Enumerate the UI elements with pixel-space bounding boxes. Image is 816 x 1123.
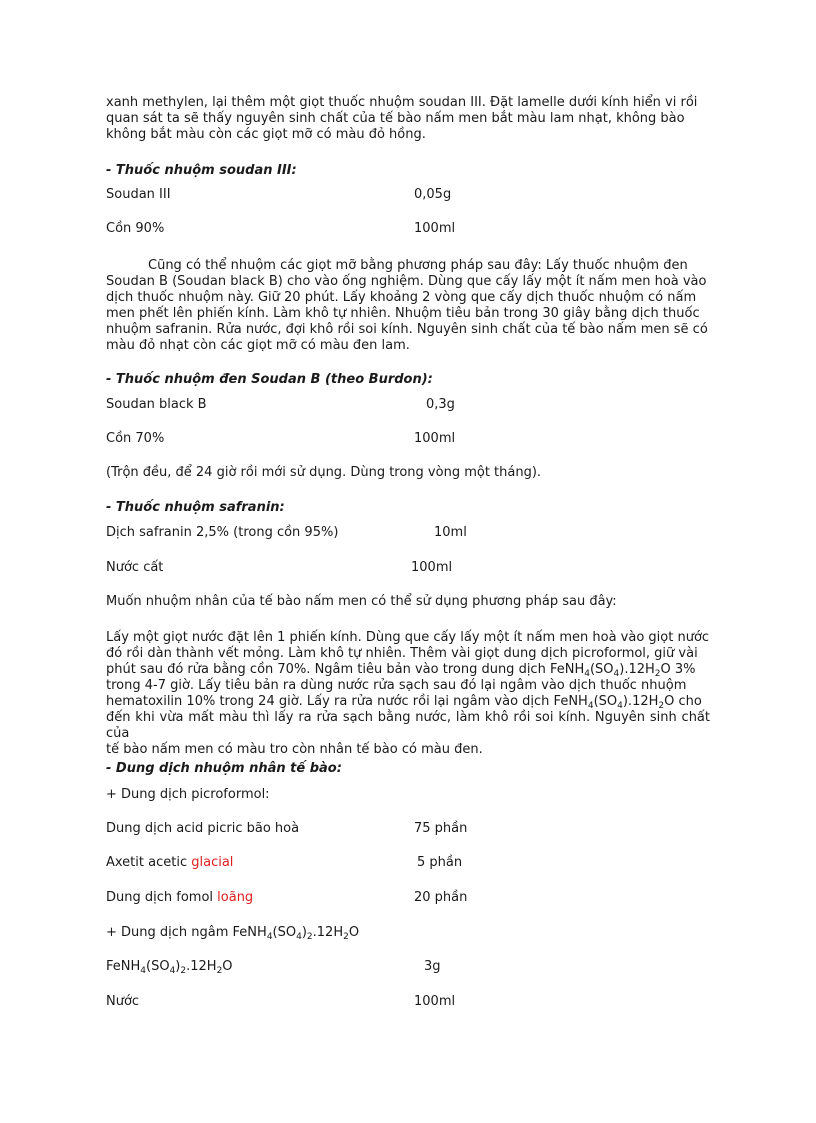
heading-nucleus-solution: - Dung dịch nhuộm nhân tế bào:: [106, 761, 342, 776]
ingredient-amount: 75 phần: [414, 821, 468, 836]
ingredient-amount: 100ml: [414, 431, 456, 446]
soudan-b-note: (Trộn đều, để 24 giờ rồi mới sử dụng. Dùng trong vòng một tháng).: [106, 465, 542, 480]
ingredient-amount: 10ml: [434, 525, 467, 540]
paragraph-line: nhuộm safranin. Rửa nước, đợi khô rồi soi kính. Nguyên sinh chất của tế bào nấm men sẽ có: [106, 322, 708, 337]
ingredient-name: Axetit acetic glacial: [106, 855, 234, 870]
paragraph-line: phút sau đó rửa bằng cồn 70%. Ngâm tiêu bản vào trong dung dịch $FeNH_4(SO_4).12H_2O$ 3%: [106, 662, 696, 679]
ingredient-name: Dịch safranin 2,5% (trong cồn 95%): [106, 525, 339, 540]
paragraph-line: Lấy một giọt nước đặt lên 1 phiến kính. Dùng que cấy lấy một ít nấm men hoà vào giọt nước: [106, 630, 710, 645]
paragraph-line: đó rồi dàn thành vết mỏng. Làm khô tự nhiên. Thêm vài giọt dung dịch picroformol, giữ vài: [106, 646, 698, 661]
nucleus-intro: Muốn nhuộm nhân của tế bào nấm men có thể sử dụng phương pháp sau đây:: [106, 594, 617, 609]
paragraph-line: men phết lên phiến kính. Làm khô tự nhiên. Nhuộm tiêu bản trong 30 giây bằng dịch thuốc: [106, 306, 700, 321]
ingredient-name: Soudan III: [106, 187, 171, 202]
intro-paragraph: [106, 95, 710, 143]
ingredient-name: $FeNH_4(SO_4)_2.12H_2O$: [106, 959, 233, 976]
ingredient-amount: 20 phần: [414, 890, 468, 905]
ingredient-amount: 100ml: [414, 221, 456, 236]
highlighted-word: loãng: [217, 890, 254, 905]
heading-soudan-iii: - Thuốc nhuộm soudan III:: [106, 163, 297, 178]
ingredient-amount: 100ml: [414, 994, 456, 1009]
ingredient-amount: 0,3g: [426, 397, 455, 412]
intro-line: xanh methylen, lại thêm một giọt thuốc nhuộm soudan III. Đặt lamelle dưới kính hiển vi rồi: [106, 95, 698, 110]
paragraph-line: Soudan B (Soudan black B) cho vào ống nghiệm. Dùng que cấy lấy một ít nấm men hoà vào: [106, 274, 707, 289]
ingredient-name: Dung dịch fomol loãng: [106, 890, 254, 905]
heading-soudan-b: - Thuốc nhuộm đen Soudan B (theo Burdon):: [106, 372, 433, 387]
intro-line: quan sát ta sẽ thấy nguyên sinh chất của tế bào nấm men bắt màu lam nhạt, không bào: [106, 111, 685, 126]
ingredient-amount: 0,05g: [414, 187, 452, 202]
paragraph-line: hematoxilin 10% trong 24 giờ. Lấy ra rửa nước rồi lại ngâm vào dịch $FeNH_4(SO_4).12H_2O$ cho: [106, 694, 702, 711]
intro-line: không bắt màu còn các giọt mỡ có màu đỏ hồng.: [106, 127, 426, 142]
ingredient-name: Nước: [106, 994, 140, 1009]
ingredient-name: Cồn 70%: [106, 431, 165, 446]
paragraph-line: trong 4-7 giờ. Lấy tiêu bản ra dùng nước rửa sạch sau đó lại ngâm vào dịch thuốc nhuộm: [106, 678, 687, 693]
ingredient-name: Nước cất: [106, 560, 164, 575]
paragraph-line: màu đỏ nhạt còn các giọt mỡ có màu đen lam.: [106, 338, 410, 353]
paragraph-line: Cũng có thể nhuộm các giọt mỡ bằng phương pháp sau đây: Lấy thuốc nhuộm đen: [148, 258, 688, 273]
nucleus-paragraph: [106, 630, 710, 758]
black-b-paragraph: [106, 258, 710, 354]
ingredient-name: Cồn 90%: [106, 221, 165, 236]
soak-solution-title: + Dung dịch ngâm $FeNH_4(SO_4)_2.12H_2O$: [106, 925, 360, 942]
paragraph-line: đến khi vừa mất màu thì lấy ra rửa sạch bằng nước, làm khô rồi soi kính. Nguyên sinh chất của: [106, 710, 710, 741]
ingredient-amount: 5 phần: [417, 855, 463, 870]
paragraph-line: dịch thuốc nhuộm này. Giữ 20 phút. Lấy khoảng 2 vòng que cấy dịch thuốc nhuộm có nấm: [106, 290, 697, 305]
paragraph-line: tế bào nấm men có màu tro còn nhân tế bào có màu đen.: [106, 742, 483, 757]
ingredient-name: Soudan black B: [106, 397, 207, 412]
picroformol-title: + Dung dịch picroformol:: [106, 787, 270, 802]
ingredient-name: Dung dịch acid picric bão hoà: [106, 821, 300, 836]
ingredient-amount: 100ml: [411, 560, 453, 575]
highlighted-word: glacial: [191, 855, 234, 870]
heading-safranin: - Thuốc nhuộm safranin:: [106, 500, 285, 515]
ingredient-amount: 3g: [424, 959, 441, 974]
